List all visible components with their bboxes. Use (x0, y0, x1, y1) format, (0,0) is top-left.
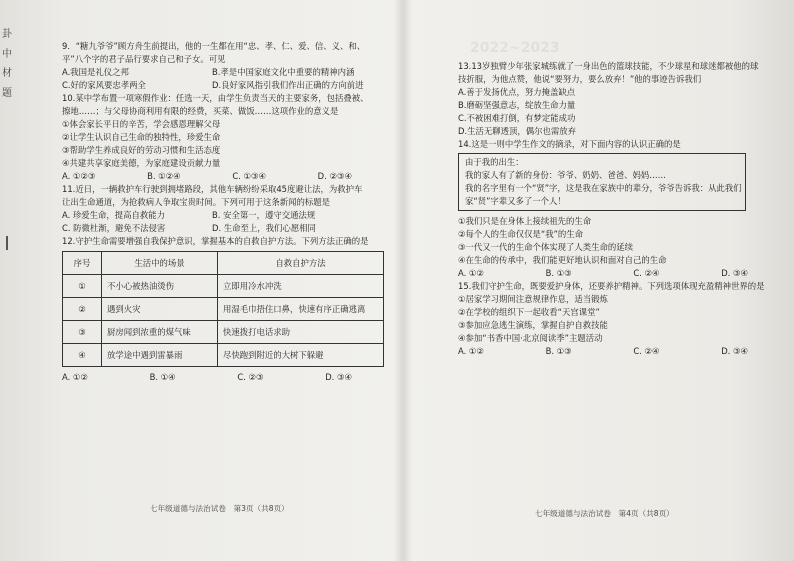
table-cell: 遇到火灾 (102, 298, 218, 321)
left-page-footer: 七年级道德与法治试卷 第3页（共8页） (150, 504, 289, 513)
q9-stem-line: 平”八个字的君子品行要求自己和子女。可见 (62, 54, 226, 65)
question-9 (62, 40, 392, 92)
q15-choice-b: B. ①③ (545, 346, 572, 357)
q9-option-b: B.孝是中国家庭文化中重要的精神内涵 (212, 67, 355, 78)
q12-stem: 12.守护生命需要增强自我保护意识，掌握基本的自救自护方法。下列方法正确的是 (62, 236, 369, 247)
table-cell: 不小心被热油烫伤 (102, 275, 218, 298)
q15-item: ④参加“书香中国·北京阅读季”主题活动 (458, 333, 603, 344)
q12-choice-b: B. ①④ (149, 372, 176, 383)
left-page (62, 40, 392, 384)
q15-item: ②在学校的组织下一起收看“天宫课堂” (458, 307, 600, 318)
table-cell: 放学途中遇到雷暴雨 (102, 344, 218, 367)
q13-option-a: A.善于发扬优点，努力掩盖缺点 (458, 87, 576, 98)
right-page-footer: 七年级道德与法治试卷 第4页（共8页） (535, 509, 674, 518)
q10-choice-c: C. ①③④ (232, 171, 267, 182)
excerpt-line: 我的名字里有一个“贤”字，这是我在家族中的辈分，爷爷告诉我：从此我们 (465, 183, 742, 194)
q14-item: ①我们只是在身体上接续祖先的生命 (458, 216, 592, 227)
right-page (458, 60, 765, 358)
q9-option-d: D.良好家风指引我们作出正确的方向前进 (212, 80, 364, 91)
table-cell: 厨房闻到浓重的煤气味 (102, 321, 218, 344)
q12-choice-d: D. ③④ (325, 372, 352, 383)
q11-stem-line: 11.近日，一辆救护车行驶到拥堵路段，其他车辆纷纷采取45度避让法，为救护车 (62, 184, 363, 195)
essay-excerpt-box (458, 153, 746, 211)
q13-option-c: C.不被困难打倒，有梦定能成功 (458, 113, 576, 124)
table-cell: 尽快跑到附近的大树下躲避 (218, 344, 384, 367)
q15-item: ③参加应急逃生演练，掌握自护自救技能 (458, 320, 608, 331)
table-cell: ④ (63, 344, 102, 367)
margin-note: 中 (2, 48, 12, 60)
excerpt-line: 我的家人有了新的身份：爷爷、奶奶、爸爸、妈妈…… (465, 170, 666, 181)
table-header: 自救自护方法 (218, 252, 384, 275)
excerpt-line: 由于我的出生： (465, 157, 524, 168)
q15-choice-a: A. ①② (458, 346, 484, 357)
table-cell: 立即用冷水冲洗 (218, 275, 384, 298)
q11-option-b: B. 安全第一，遵守交通法规 (212, 210, 316, 221)
table-row (63, 344, 384, 367)
q10-choice-a: A. ①②③ (62, 171, 96, 182)
q15-stem: 15.我们守护生命，既要爱护身体，还要养护精神。下列选项体现充盈精神世界的是 (458, 281, 765, 292)
q14-choice-b: B. ①③ (545, 268, 572, 279)
q15-choice-d: D. ③④ (721, 346, 748, 357)
question-12 (62, 235, 392, 384)
q9-stem-line: 9．“糖九爷爷”顾方舟生前提出，他的一生都在用“忠、孝、仁、爱、信、义、和、 (62, 41, 366, 51)
q10-choice-b: B. ①②④ (147, 171, 181, 182)
self-protection-table (62, 251, 384, 367)
q11-option-a: A. 珍爱生命，提高自救能力 (62, 210, 166, 221)
q10-item: ③帮助学生养成良好的劳动习惯和生活态度 (62, 145, 221, 156)
q14-choice-a: A. ①② (458, 268, 484, 279)
q14-item: ④在生命的传承中，我们能更好地认识和面对自己的生命 (458, 255, 667, 266)
q11-stem-line: 让出生命通道，为抢救病人争取宝贵时间。下列可用于这条新闻的标题是 (62, 197, 330, 208)
q10-stem-line: 10.某中学布置一项寒假作业：任选一天，由学生负责当天的主要家务，包括叠被、 (62, 93, 369, 104)
table-header-row (63, 252, 384, 275)
q9-option-c: C.好的家风要忠孝两全 (62, 80, 146, 91)
table-header: 生活中的场景 (102, 252, 218, 275)
table-cell: ③ (63, 321, 102, 344)
margin-note: 卦 (2, 29, 12, 40)
table-row (63, 298, 384, 321)
page-fold (394, 0, 412, 561)
q11-option-c: C. 防微杜渐，避免不法侵害 (62, 223, 166, 234)
q10-item: ②让学生认识自己生命的独特性，珍爱生命 (62, 132, 221, 143)
q12-choice-a: A. ①② (62, 372, 88, 383)
q10-stem-line: 擦地……；与父母协商利用有限的经费，买菜、做饭……这项作业的意义是 (62, 106, 339, 117)
q13-stem-line: 13.13岁独臂少年张家城练就了一身出色的篮球技能，不少球星和球迷都被他的球 (458, 61, 759, 71)
margin-note: 题 (2, 87, 12, 99)
table-header: 序号 (63, 252, 102, 275)
question-10 (62, 92, 392, 183)
q14-choice-c: C. ②④ (633, 268, 660, 279)
table-cell: 用湿毛巾捂住口鼻，快速有序正确逃离 (218, 298, 384, 321)
q15-choice-c: C. ②④ (633, 346, 660, 357)
question-15 (458, 280, 765, 358)
table-row (63, 321, 384, 344)
q9-option-a: A.我国是礼仪之邦 (62, 67, 129, 78)
q13-option-d: D.生活无聊透顶，偶尔也需放弃 (458, 126, 576, 137)
excerpt-line: 家“贤”字辈又多了一个人！ (465, 196, 566, 207)
margin-mark (6, 236, 8, 250)
table-cell: 快速拨打电话求助 (218, 321, 384, 344)
q14-choice-d: D. ③④ (721, 268, 748, 279)
q14-item: ②每个人的生命仅仅是“我”的生命 (458, 229, 584, 240)
q15-item: ①居家学习期间注意规律作息，适当锻炼 (458, 294, 608, 305)
question-11 (62, 183, 392, 235)
q13-stem-line: 技折服，为他点赞，他说“要努力，要么放弃！”他的事迹告诉我们 (458, 74, 702, 85)
margin-notes (2, 28, 16, 106)
ghost-header: 2022~2023 (470, 40, 560, 56)
question-14 (458, 138, 758, 280)
q14-stem: 14.这是一则中学生作文的摘录，对下面内容的认识正确的是 (458, 139, 681, 150)
q10-item: ④共建共享家庭美德，为家庭建设贡献力量 (62, 158, 221, 169)
table-row (63, 275, 384, 298)
q10-choice-d: D. ②③④ (317, 171, 352, 182)
q13-option-b: B.磨砺坚强意志，绽放生命力量 (458, 100, 576, 111)
q14-item: ③一代又一代的生命个体实现了人类生命的延续 (458, 242, 634, 253)
q12-choice-c: C. ②③ (237, 372, 264, 383)
question-13 (458, 60, 758, 138)
margin-note: 材 (2, 68, 12, 79)
table-cell: ① (63, 275, 102, 298)
q10-item: ①体会家长平日的辛苦，学会感恩理解父母 (62, 119, 221, 130)
table-cell: ② (63, 298, 102, 321)
q11-option-d: D. 生命至上，我们心愿相同 (212, 223, 316, 234)
